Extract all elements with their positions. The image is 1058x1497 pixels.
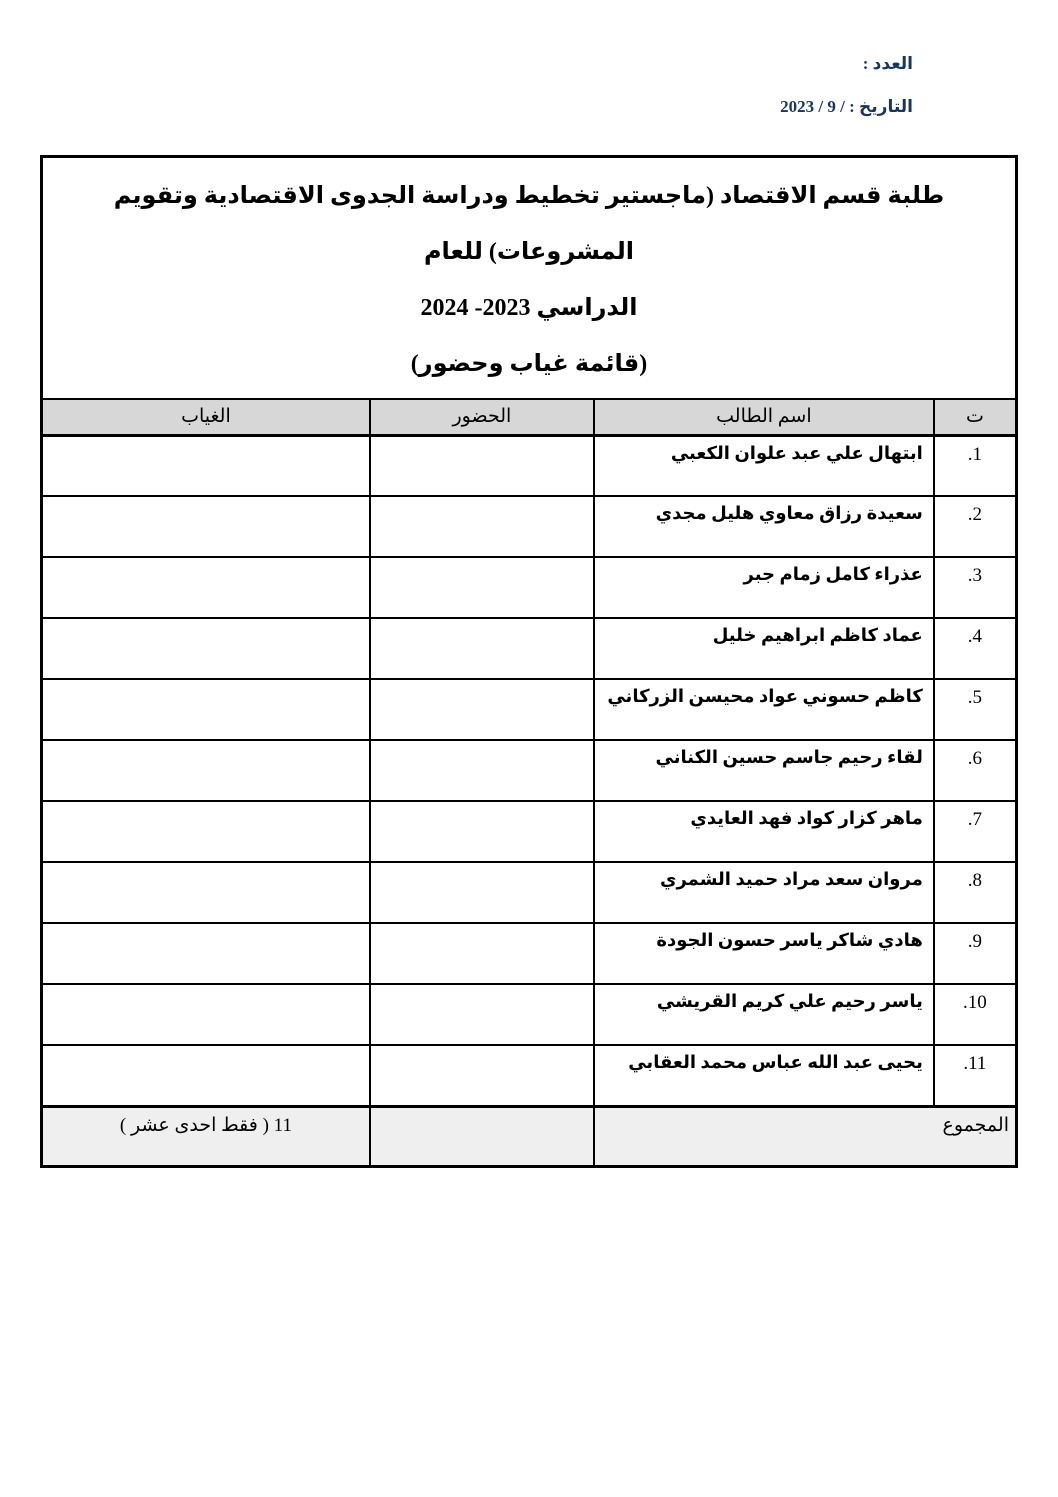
table-row: [42, 496, 1017, 557]
student-name-cell: سعيدة رزاق معاوي هليل مجدي: [594, 496, 934, 557]
student-name-cell: ماهر كزار كواد فهد العايدي: [594, 801, 934, 862]
student-name-cell: عذراء كامل زمام جبر: [594, 557, 934, 618]
header-no: ت: [934, 399, 1017, 435]
table-row: [42, 801, 1017, 862]
absence-cell: [42, 984, 370, 1045]
row-number-cell: 7.: [934, 801, 1017, 862]
student-name-cell: يحيى عبد الله عباس محمد العقابي: [594, 1045, 934, 1106]
absence-cell: [42, 557, 370, 618]
attendance-cell: [370, 740, 594, 801]
attendance-cell: [370, 557, 594, 618]
attendance-cell: [370, 496, 594, 557]
header-name: اسم الطالب: [594, 399, 934, 435]
student-name-cell: ياسر رحيم علي كريم القريشي: [594, 984, 934, 1045]
absence-cell: [42, 618, 370, 679]
table-title: [42, 157, 1017, 400]
table-row: [42, 618, 1017, 679]
date-label: التاريخ : / 9 / 2023: [780, 97, 913, 116]
row-number-cell: 1.: [934, 435, 1017, 496]
absence-cell: [42, 923, 370, 984]
row-number-cell: 10.: [934, 984, 1017, 1045]
student-name-cell: لقاء رحيم جاسم حسين الكناني: [594, 740, 934, 801]
student-name-cell: ابتهال علي عبد علوان الكعبي: [594, 435, 934, 496]
row-number-cell: 3.: [934, 557, 1017, 618]
title-line-3: (قائمة غياب وحضور): [410, 351, 648, 377]
student-name-cell: كاظم حسوني عواد محيسن الزركاني: [594, 679, 934, 740]
table-row: [42, 923, 1017, 984]
table-row: [42, 557, 1017, 618]
attendance-cell: [370, 435, 594, 496]
table-row: [42, 984, 1017, 1045]
title-line-1: طلبة قسم الاقتصاد (ماجستير تخطيط ودراسة الجدوى الاقتصادية وتقويم المشروعات) للعام: [113, 183, 945, 265]
header-row: [42, 399, 1017, 435]
table-row: [42, 862, 1017, 923]
table-row: [42, 435, 1017, 496]
document-meta: [780, 55, 913, 141]
attendance-cell: [370, 618, 594, 679]
absence-cell: [42, 740, 370, 801]
attendance-cell: [370, 862, 594, 923]
title-row: [42, 157, 1017, 400]
student-name-cell: عماد كاظم ابراهيم خليل: [594, 618, 934, 679]
attendance-cell: [370, 1045, 594, 1106]
row-number-cell: 8.: [934, 862, 1017, 923]
student-name-cell: مروان سعد مراد حميد الشمري: [594, 862, 934, 923]
attendance-cell: [370, 984, 594, 1045]
absence-cell: [42, 435, 370, 496]
absence-cell: [42, 862, 370, 923]
row-number-cell: 6.: [934, 740, 1017, 801]
attendance-table: [40, 155, 1018, 1168]
absence-cell: [42, 496, 370, 557]
absence-cell: [42, 1045, 370, 1106]
row-number-cell: 9.: [934, 923, 1017, 984]
row-number-cell: 11.: [934, 1045, 1017, 1106]
header-attendance: الحضور: [370, 399, 594, 435]
absence-cell: [42, 679, 370, 740]
attendance-cell: [370, 679, 594, 740]
table-row: [42, 1045, 1017, 1106]
attendance-cell: [370, 923, 594, 984]
title-line-2: الدراسي 2023- 2024: [420, 295, 638, 321]
absence-cell: [42, 801, 370, 862]
total-label: المجموع: [594, 1106, 1017, 1166]
row-number-cell: 5.: [934, 679, 1017, 740]
row-number-cell: 2.: [934, 496, 1017, 557]
total-attendance-cell: [370, 1106, 594, 1166]
total-value: 11 ( فقط احدى عشر ): [42, 1106, 370, 1166]
row-number-cell: 4.: [934, 618, 1017, 679]
table-row: [42, 740, 1017, 801]
attendance-cell: [370, 801, 594, 862]
table-row: [42, 679, 1017, 740]
total-row: [42, 1106, 1017, 1166]
header-absence: الغياب: [42, 399, 370, 435]
student-name-cell: هادي شاكر ياسر حسون الجودة: [594, 923, 934, 984]
count-label: العدد :: [862, 54, 913, 73]
